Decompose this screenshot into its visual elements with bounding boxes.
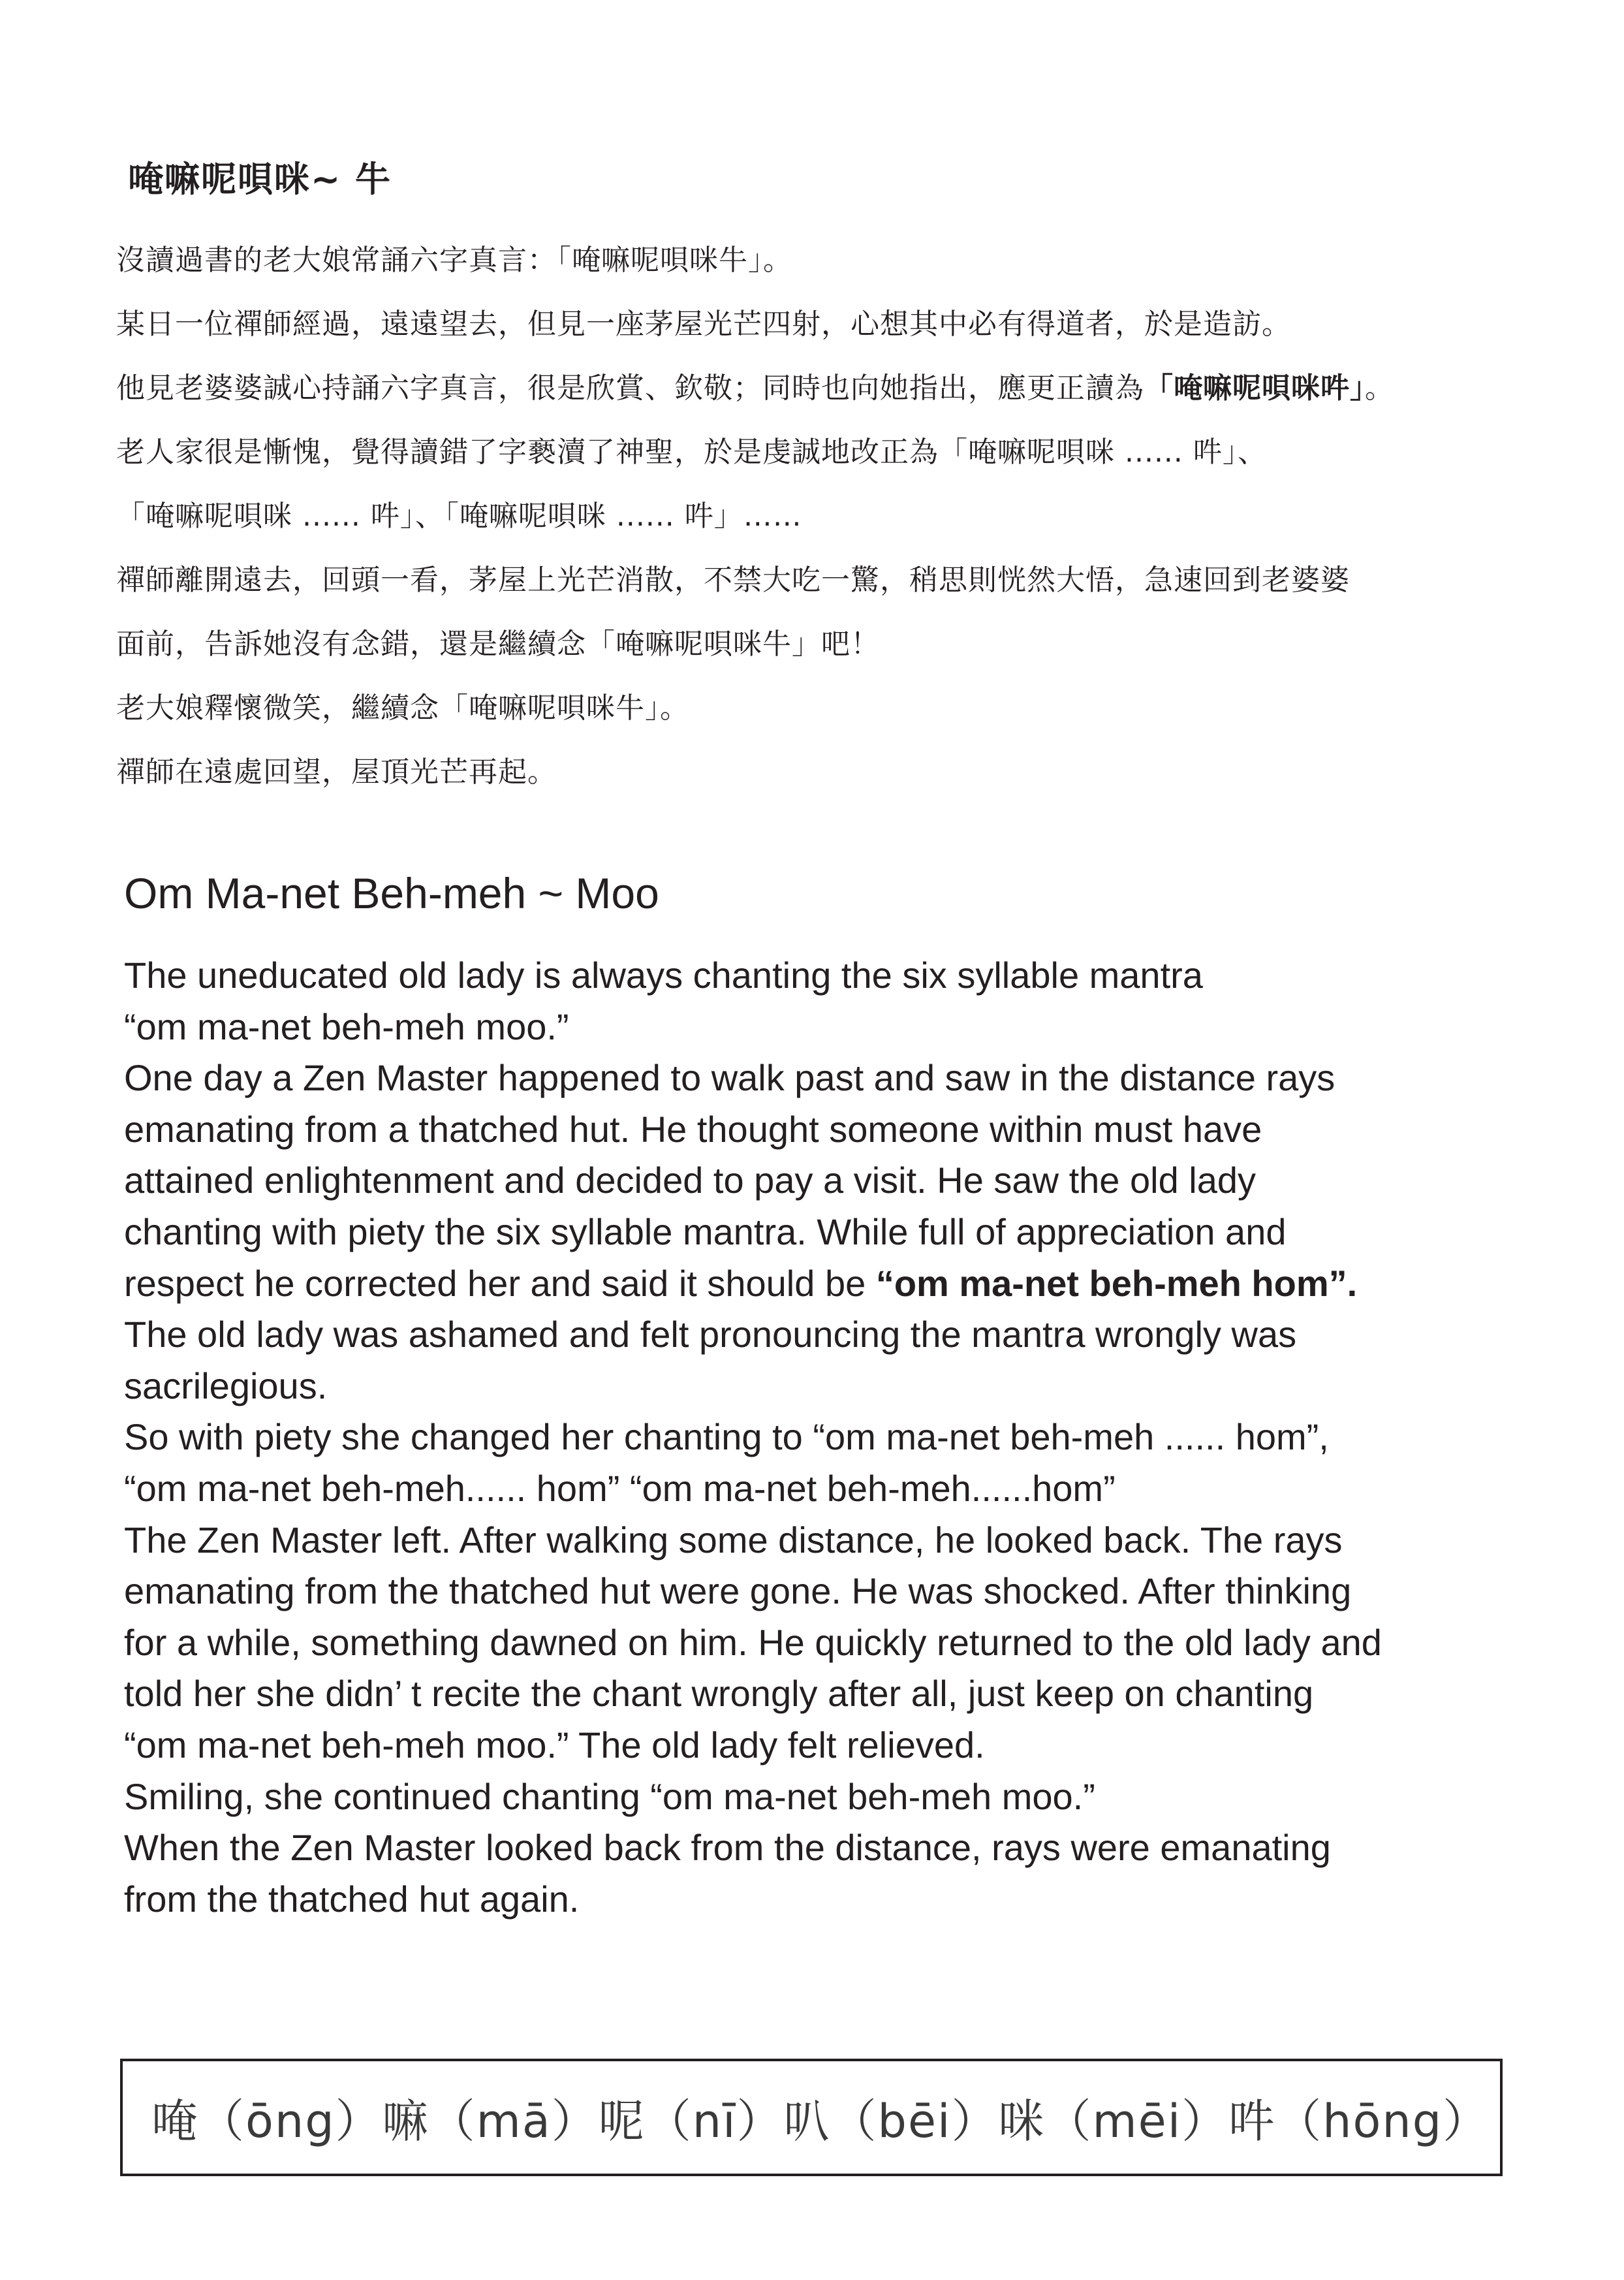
pinyin-text: 唵（ōng）嘛（mā）呢（nī）叭（bēi）咪（mēi）吽（hōng） — [151, 2094, 1490, 2148]
english-paragraph-line — [124, 1617, 1580, 1669]
chinese-paragraph-line-text: 禪師離開遠去，回頭一看，茅屋上光芒消散，不禁大吃一驚，稍思則恍然大悟，急速回到老婆婆 — [116, 563, 1350, 597]
chinese-paragraph-line — [116, 484, 1585, 548]
english-paragraph-line — [124, 1463, 1580, 1515]
english-paragraph-line — [124, 1874, 1580, 1925]
english-paragraph-line — [124, 1822, 1580, 1874]
chinese-paragraph-line — [116, 548, 1585, 612]
chinese-paragraph-line — [116, 229, 1585, 293]
chinese-paragraph-line — [116, 676, 1585, 740]
english-paragraph-line-text: respect he corrected her and said it should be — [124, 1262, 876, 1304]
chinese-body — [116, 229, 1585, 804]
english-paragraph-line-emphasis: “om ma-net beh-meh hom”. — [875, 1262, 1358, 1304]
chinese-paragraph-line-text: 面前，告訴她沒有念錯，還是繼續念「唵嘛呢唄咪牛」吧！ — [116, 627, 880, 661]
english-title: Om Ma-net Beh-meh ~ Moo — [124, 869, 659, 917]
english-paragraph-line — [124, 1720, 1580, 1771]
chinese-paragraph-line-text: 老人家很是慚愧，覺得讀錯了字褻瀆了神聖，於是虔誠地改正為「唵嘛呢唄咪 ...... 吽」、 — [116, 435, 1267, 469]
english-paragraph-line — [124, 1566, 1580, 1617]
english-paragraph-line — [124, 950, 1580, 1002]
english-paragraph-line — [124, 1668, 1580, 1720]
english-paragraph-line-text: chanting with piety the six syllable mantra. While full of appreciation and — [124, 1211, 1287, 1252]
english-paragraph-line — [124, 1361, 1580, 1412]
english-paragraph-line — [124, 1412, 1580, 1463]
english-paragraph-line-text: Smiling, she continued chanting “om ma-net beh-meh moo.” — [124, 1775, 1095, 1817]
english-paragraph-line-text: The old lady was ashamed and felt pronouncing the mantra wrongly was — [124, 1314, 1297, 1355]
english-paragraph-line-text: sacrilegious. — [124, 1365, 328, 1406]
english-paragraph-line-text: The Zen Master left. After walking some distance, he looked back. The rays — [124, 1519, 1343, 1560]
english-paragraph-line-text: One day a Zen Master happened to walk past and saw in the distance rays — [124, 1057, 1335, 1099]
english-paragraph-line — [124, 1771, 1580, 1823]
chinese-paragraph-line-text: 禪師在遠處回望，屋頂光芒再起。 — [116, 755, 557, 789]
english-paragraph-line — [124, 1207, 1580, 1258]
english-paragraph-line — [124, 1309, 1580, 1361]
english-paragraph-line-text: When the Zen Master looked back from the distance, rays were emanating — [124, 1827, 1331, 1869]
chinese-paragraph-line-text: 「唵嘛呢唄咪 ...... 吽」、「唵嘛呢唄咪 ...... 吽」…… — [116, 499, 802, 533]
english-paragraph-line-text: The uneducated old lady is always chanting the six syllable mantra — [124, 955, 1203, 996]
chinese-paragraph-line — [116, 420, 1585, 484]
chinese-paragraph-line-text: 老大娘釋懷微笑，繼續念「唵嘛呢唄咪牛」。 — [116, 691, 689, 725]
english-paragraph-line — [124, 1002, 1580, 1053]
english-paragraph-line — [124, 1053, 1580, 1104]
chinese-paragraph-line-text: 某日一位禪師經過，遠遠望去，但見一座茅屋光芒四射，心想其中必有得道者，於是造訪。 — [116, 308, 1291, 341]
english-paragraph-line — [124, 1155, 1580, 1207]
english-paragraph-line — [124, 1104, 1580, 1156]
chinese-title: 唵嘛呢唄咪~ 牛 — [128, 159, 392, 200]
chinese-paragraph-line — [116, 740, 1585, 804]
pinyin-box — [120, 2059, 1503, 2176]
chinese-paragraph-line — [116, 293, 1585, 356]
english-paragraph-line — [124, 1515, 1580, 1566]
english-paragraph-line-text: So with piety she changed her chanting to “om ma-net beh-meh ...... hom”, — [124, 1416, 1329, 1458]
chinese-paragraph-line-suffix: 。 — [1365, 372, 1394, 405]
english-paragraph-line-text: “om ma-net beh-meh moo.” The old lady felt relieved. — [124, 1724, 985, 1765]
chinese-paragraph-line — [116, 612, 1585, 676]
english-paragraph-line — [124, 1258, 1580, 1310]
english-paragraph-line-text: emanating from the thatched hut were gone. He was shocked. After thinking — [124, 1570, 1352, 1612]
chinese-paragraph-line-text: 沒讀過書的老大娘常誦六字真言：「唵嘛呢唄咪牛」。 — [116, 244, 792, 277]
english-paragraph-line-text: emanating from a thatched hut. He thought someone within must have — [124, 1108, 1262, 1150]
english-paragraph-line-text: “om ma-net beh-meh moo.” — [124, 1005, 569, 1047]
english-paragraph-line-text: “om ma-net beh-meh...... hom” “om ma-net beh-meh......hom” — [124, 1467, 1116, 1509]
english-body — [124, 950, 1580, 1925]
english-paragraph-line-text: attained enlightenment and decided to pay a visit. He saw the old lady — [124, 1160, 1257, 1201]
english-paragraph-line-text: told her she didn’ t recite the chant wrongly after all, just keep on chanting — [124, 1673, 1314, 1715]
chinese-paragraph-line-emphasis: 「唵嘛呢唄咪吽」 — [1144, 372, 1365, 405]
english-paragraph-line-text: for a while, something dawned on him. He quickly returned to the old lady and — [124, 1621, 1382, 1663]
chinese-paragraph-line — [116, 356, 1585, 420]
english-paragraph-line-text: from the thatched hut again. — [124, 1878, 580, 1920]
chinese-paragraph-line-text: 他見老婆婆誠心持誦六字真言，很是欣賞、欽敬；同時也向她指出，應更正讀為 — [116, 372, 1144, 405]
